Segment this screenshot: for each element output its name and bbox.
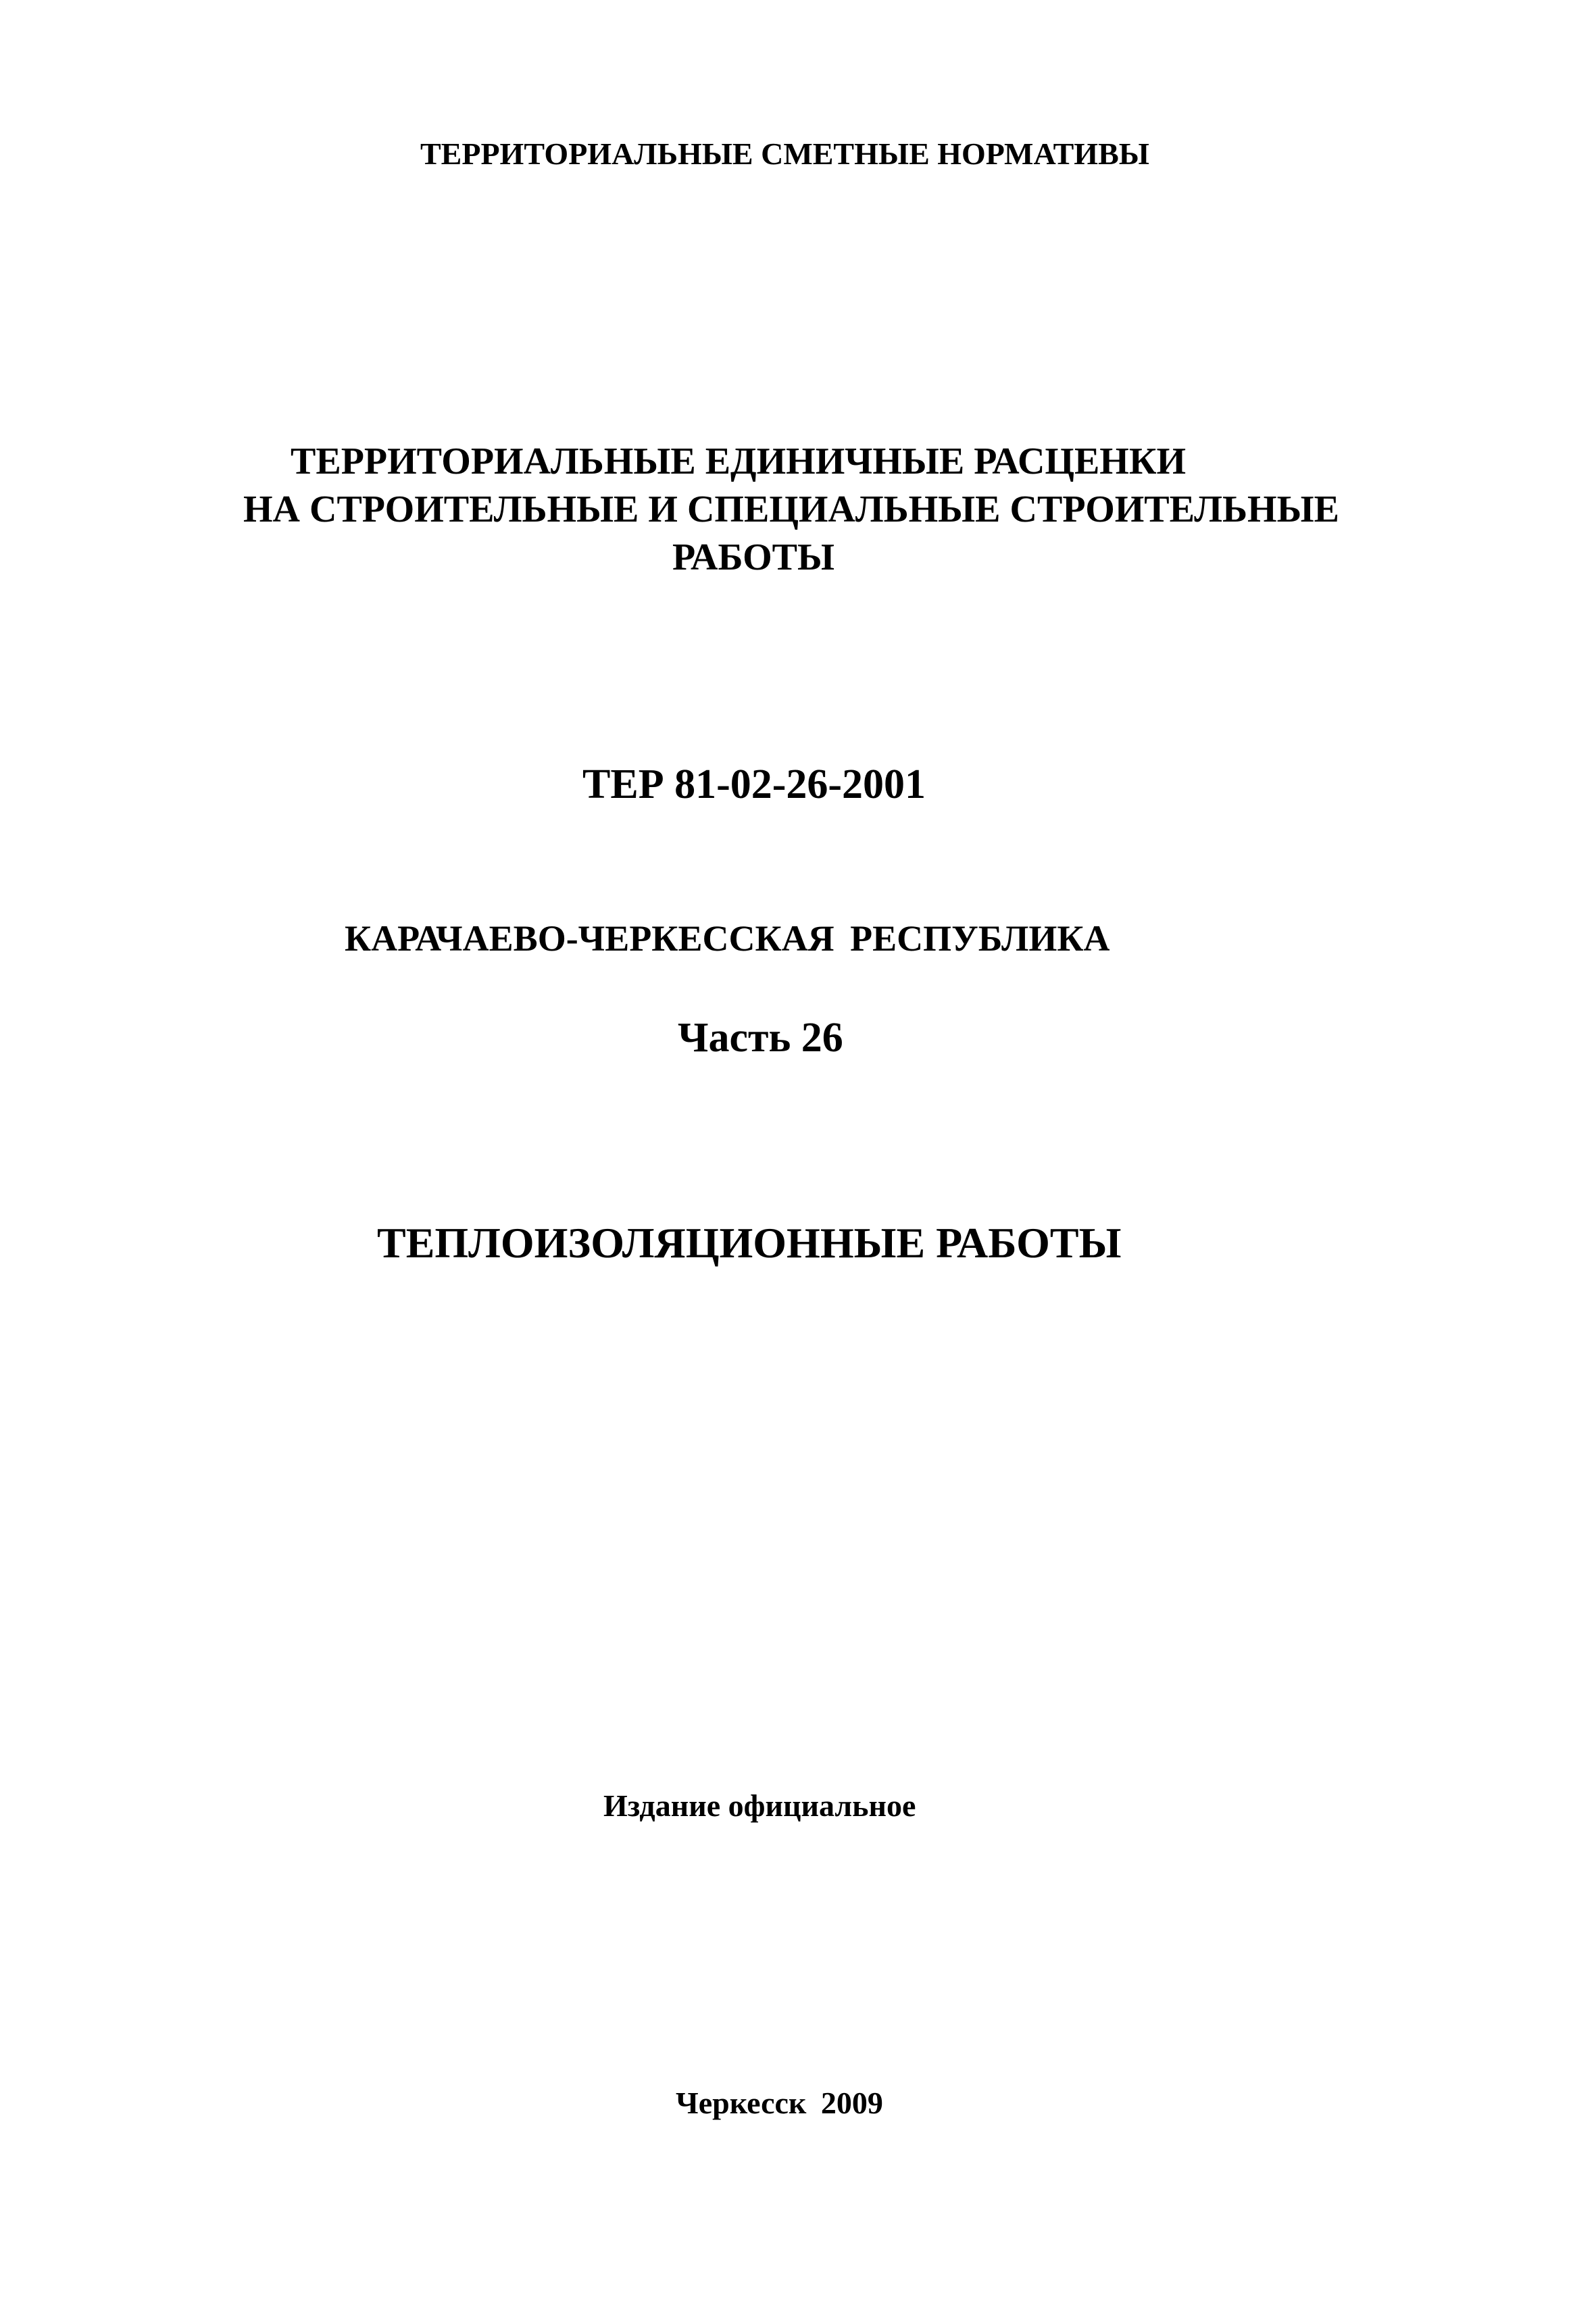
main-title-line-3-text: РАБОТЫ (672, 536, 835, 578)
edition-note-text: Издание официальное (603, 1788, 916, 1823)
main-title-line-1-text: ТЕРРИТОРИАЛЬНЫЕ ЕДИНИЧНЫЕ РАСЦЕНКИ (291, 441, 1187, 482)
part-number-text: Часть 26 (678, 1015, 843, 1061)
document-code-text: ТЕР 81-02-26-2001 (582, 761, 926, 807)
section-title-text: ТЕПЛОИЗОЛЯЦИОННЫЕ РАБОТЫ (377, 1219, 1122, 1267)
region-name-text: КАРАЧАЕВО-ЧЕРКЕССКАЯ РЕСПУБЛИКА (345, 918, 1110, 959)
series-header-text: ТЕРРИТОРИАЛЬНЫЕ СМЕТНЫЕ НОРМАТИВЫ (420, 136, 1149, 171)
publication-place-year-text: Черкесск 2009 (676, 2086, 883, 2120)
main-title-line-2-text: НА СТРОИТЕЛЬНЫЕ И СПЕЦИАЛЬНЫЕ СТРОИТЕЛЬНЫЕ (243, 488, 1339, 530)
